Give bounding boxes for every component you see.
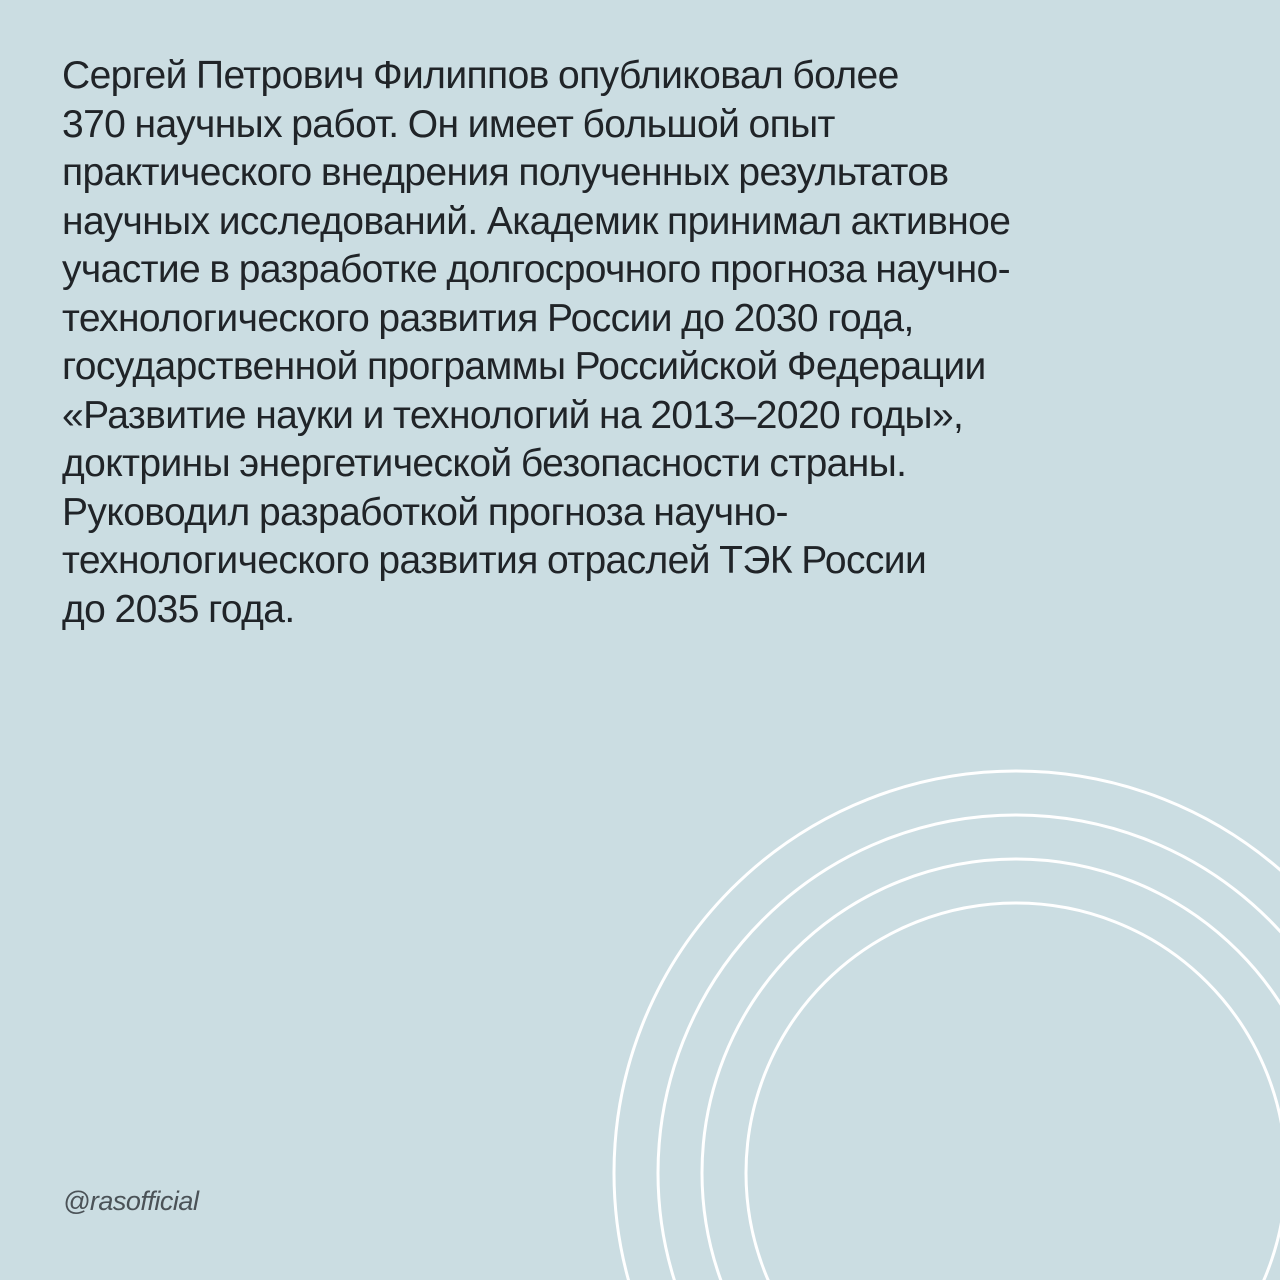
account-handle: @rasofficial bbox=[63, 1186, 199, 1216]
post-body-line: научных исследований. Академик принимал активное bbox=[62, 199, 1011, 243]
post-body-line: участие в разработке долгосрочного прогноза научно- bbox=[62, 248, 1011, 291]
post-body-line: государственной программы Российской Федерации bbox=[62, 345, 986, 388]
post-body-line: «Развитие науки и технологий на 2013–2020 годы», bbox=[62, 393, 964, 437]
post-body-line: Руководил разработкой прогноза научно- bbox=[62, 490, 788, 534]
ring-outer bbox=[614, 771, 1280, 1280]
post-body-line: 370 научных работ. Он имеет большой опыт bbox=[62, 102, 835, 146]
ring-inner bbox=[746, 903, 1280, 1280]
post-body-line: технологического развития России до 2030 года, bbox=[62, 296, 914, 340]
ring-second bbox=[658, 815, 1280, 1280]
ring-third bbox=[702, 859, 1280, 1280]
post-body-line: до 2035 года. bbox=[62, 587, 295, 631]
post-body bbox=[62, 52, 1172, 634]
post-body-line: Сергей Петрович Филиппов опубликовал более bbox=[62, 54, 899, 97]
post-body-line: технологического развития отраслей ТЭК России bbox=[62, 539, 927, 582]
post-body-line: практического внедрения полученных результатов bbox=[62, 151, 949, 194]
post-body-line: доктрины энергетической безопасности страны. bbox=[62, 442, 907, 485]
